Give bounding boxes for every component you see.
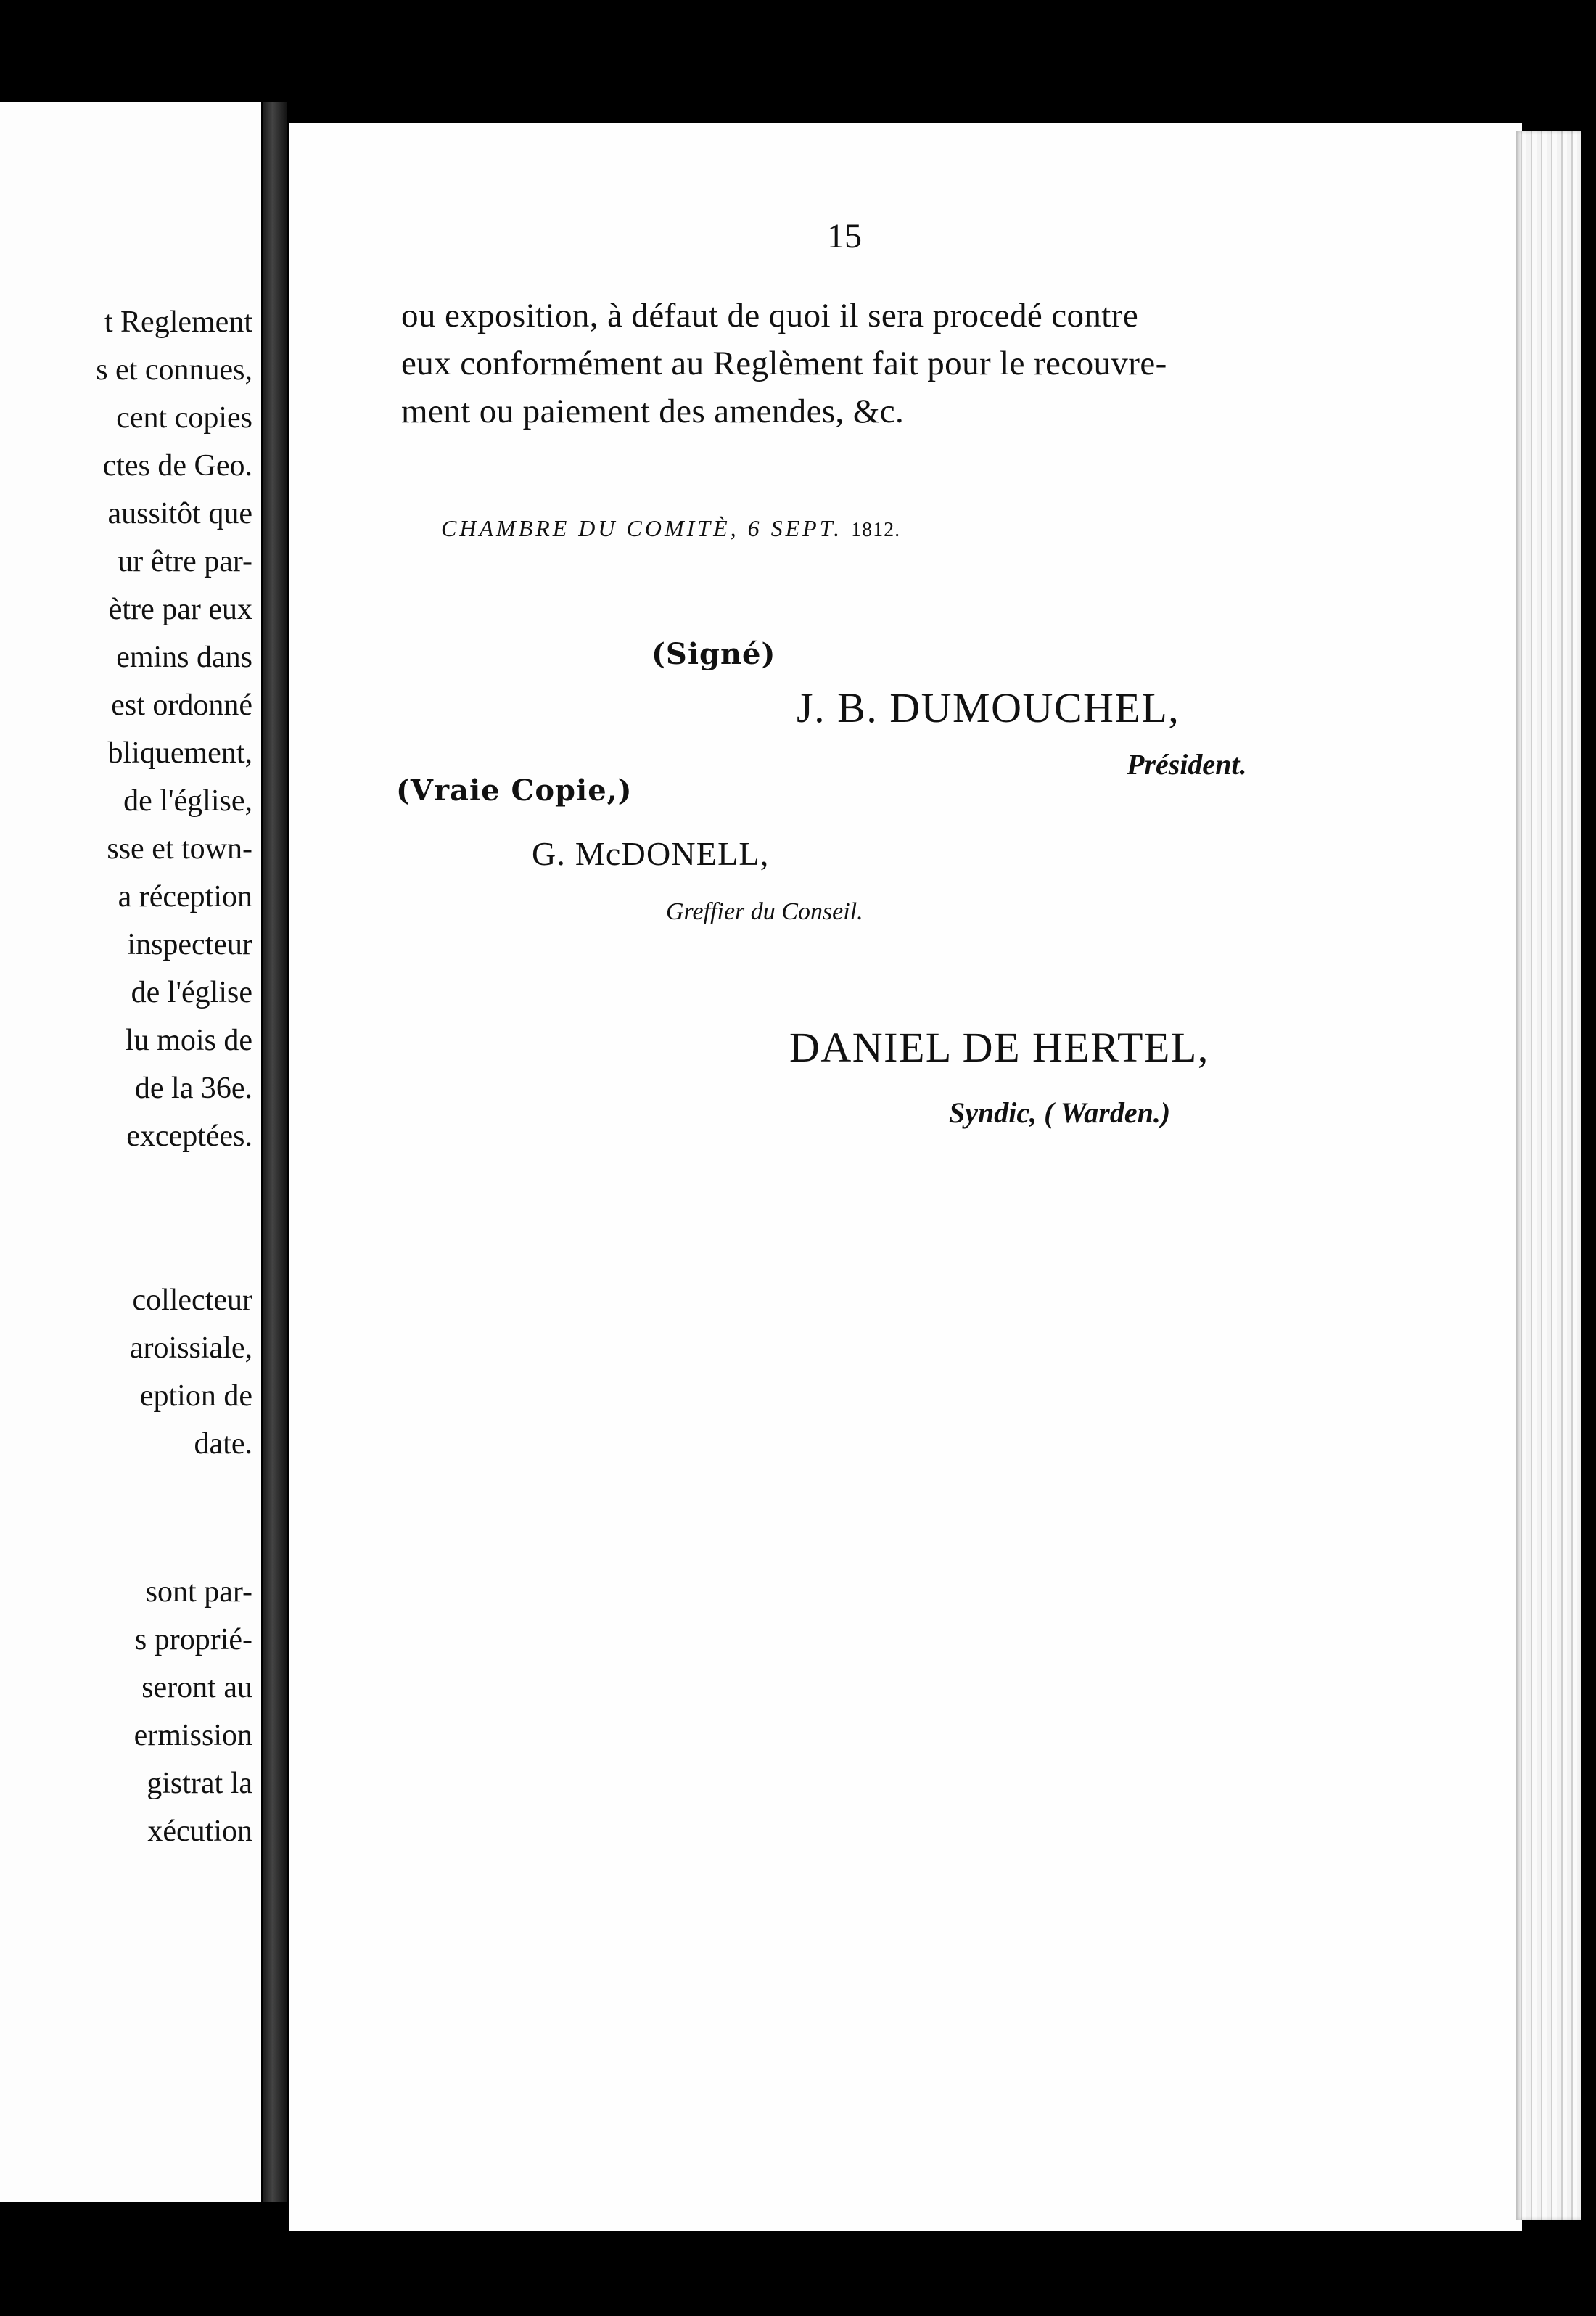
- page-edges: [1516, 131, 1581, 2220]
- facing-page-line: exceptées.: [126, 1120, 252, 1153]
- facing-page-line: de l'église,: [123, 784, 252, 818]
- facing-page-line: de l'église: [131, 976, 252, 1009]
- facing-page-line: ètre par eux: [108, 593, 252, 626]
- signed-label: (Signé): [651, 637, 776, 671]
- facing-page-line: cent copies: [116, 401, 252, 435]
- facing-page-line: ur être par-: [118, 545, 252, 578]
- warden-name: DANIEL DE HERTEL,: [789, 1024, 1209, 1071]
- facing-page-left: [0, 102, 261, 2202]
- facing-page-line: gistrat la: [147, 1767, 252, 1800]
- facing-page-line: ermission: [133, 1719, 252, 1752]
- clerk-title: Greffier du Conseil.: [666, 898, 863, 925]
- facing-page-line: collecteur: [132, 1284, 252, 1317]
- body-line: ou exposition, à défaut de quoi il sera procedé contre: [401, 297, 1139, 334]
- facing-page-line: seront au: [141, 1671, 252, 1704]
- clerk-name: G. McDONELL,: [532, 835, 770, 872]
- meeting-place-date: [441, 515, 900, 542]
- facing-page-line: emins dans: [116, 641, 252, 674]
- facing-page-line: de la 36e.: [134, 1072, 252, 1105]
- facing-page-line: inspecteur: [127, 928, 252, 961]
- facing-page-line: xécution: [147, 1815, 252, 1848]
- facing-page-line: aussitôt que: [107, 497, 252, 530]
- facing-page-line: est ordonné: [111, 689, 252, 722]
- book-gutter: [263, 102, 287, 2202]
- president-name: J. B. DUMOUCHEL,: [797, 684, 1180, 731]
- facing-page-line: ctes de Geo.: [102, 449, 252, 482]
- warden-title: Syndic, ( Warden.): [949, 1096, 1171, 1129]
- meeting-place: CHAMBRE DU COMITÈ, 6 SEPT.: [441, 515, 843, 541]
- true-copy-label: (Vraie Copie,): [396, 773, 633, 808]
- facing-page-line: bliquement,: [107, 736, 252, 770]
- meeting-year: 1812.: [851, 519, 901, 541]
- facing-page-line: s et connues,: [96, 353, 252, 387]
- facing-page-line: date.: [194, 1427, 252, 1461]
- facing-page-line: lu mois de: [126, 1024, 252, 1057]
- facing-page-line: t Reglement: [104, 305, 252, 339]
- facing-page-line: sse et town-: [107, 832, 252, 866]
- body-line: ment ou paiement des amendes, &c.: [401, 393, 905, 430]
- page-number: 15: [827, 217, 862, 255]
- facing-page-line: eption de: [139, 1379, 252, 1413]
- president-title: Président.: [1127, 748, 1247, 781]
- facing-page-line: s proprié-: [134, 1623, 252, 1656]
- facing-page-line: aroissiale,: [129, 1331, 252, 1365]
- facing-page-line: a réception: [118, 880, 252, 913]
- facing-page-line: sont par-: [145, 1575, 252, 1609]
- main-page: [289, 123, 1522, 2231]
- body-line: eux conformément au Reglèment fait pour le recouvre-: [401, 345, 1167, 382]
